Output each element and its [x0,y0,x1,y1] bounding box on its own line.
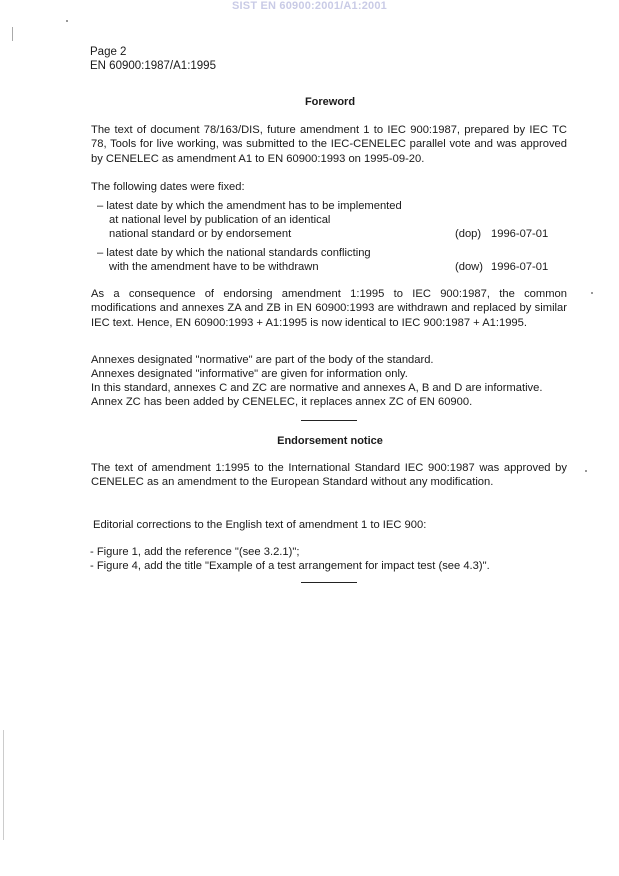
annex-note: Annexes designated "informative" are given for information only. [91,368,408,380]
date-code: (dow) [455,261,483,273]
foreword-intro: The text of document 78/163/DIS, future amendment 1 to IEC 900:1987, prepared by IEC TC 78, Tools for live working, was submitted to the IEC-CENELEC parallel vote and was approved by CENELEC as amendment A1 to EN 60900:1993 on 1995-09-20. [91,124,567,165]
date-item-text: with the amendment have to be withdrawn [109,261,319,273]
foreword-heading: Foreword [304,96,356,108]
scan-mark [3,730,4,840]
correction-item: - Figure 4, add the title "Example of a test arrangement for impact test (see 4.3)". [90,560,490,572]
consequence-paragraph: As a consequence of endorsing amendment 1:1995 to IEC 900:1987, the common modifications and annexes ZA and ZB in EN 60900:1993 are withdrawn and replaced by similar IEC text. Hence, EN 60900:1993 + A1:1995 is now identical to IEC 900:1987 + A1:1995. [91,288,567,329]
date-value: 1996-07-01 [491,261,549,273]
document-reference: EN 60900:1987/A1:1995 [90,60,216,72]
endorsement-text: The text of amendment 1:1995 to the International Standard IEC 900:1987 was approved by CENELEC as an amendment to the European Standard without any modification. [91,462,567,489]
watermark: SIST EN 60900:2001/A1:2001 [231,0,388,12]
page-number: Page 2 [90,46,127,58]
scan-speck [66,20,68,22]
scan-speck [591,292,593,294]
annex-note: Annex ZC has been added by CENELEC, it replaces annex ZC of EN 60900. [91,396,473,408]
date-item-text: national standard or by endorsement [109,228,292,240]
end-divider [301,582,357,583]
scan-mark [12,27,13,41]
annex-note: In this standard, annexes C and ZC are normative and annexes A, B and D are informative. [91,382,543,394]
date-item-text: – latest date by which the amendment has to be implemented [97,200,402,212]
corrections-intro: Editorial corrections to the English text of amendment 1 to IEC 900: [93,519,427,531]
date-item-text: at national level by publication of an identical [109,214,331,226]
correction-item: - Figure 1, add the reference "(see 3.2.1)"; [90,546,300,558]
date-value: 1996-07-01 [491,228,549,240]
date-code: (dop) [455,228,482,240]
dates-intro: The following dates were fixed: [91,181,245,193]
section-divider [301,420,357,421]
date-item-text: – latest date by which the national standards conflicting [97,247,371,259]
endorsement-heading: Endorsement notice [277,435,383,447]
scan-speck [585,470,587,472]
annex-note: Annexes designated "normative" are part of the body of the standard. [91,354,434,366]
